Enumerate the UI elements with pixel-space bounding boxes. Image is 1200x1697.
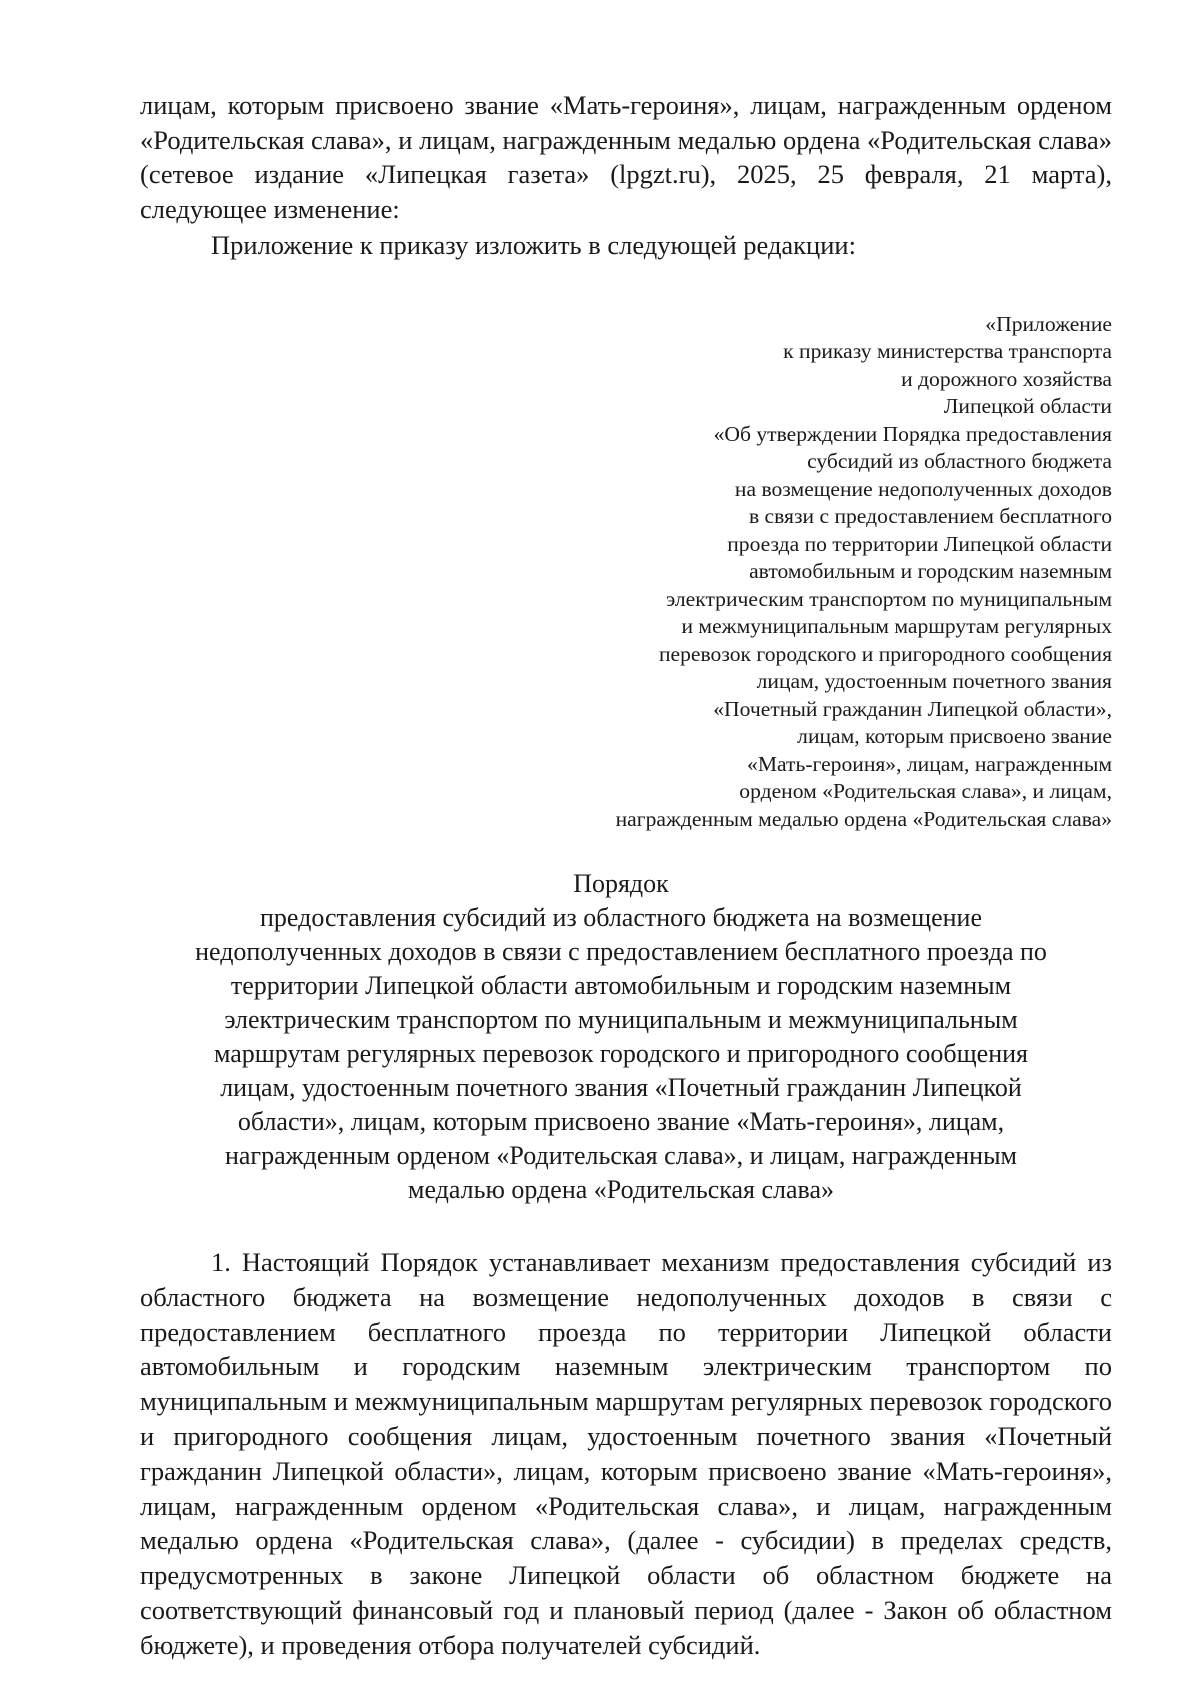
- appendix-header: [140, 311, 1112, 834]
- procedure-title-line: электрическим транспортом по муниципальным и межмуниципальным: [224, 1005, 1018, 1034]
- intro-paragraph: лицам, которым присвоено звание «Мать-героиня», лицам, награжденным орденом «Родительская слава», и лицам, награжденным медалью ордена «Родительская слава» (сетевое издание «Липецкая газета» (lpgzt.ru), 2025, 25 февраля, 21 марта), следующее изменение:: [140, 90, 1112, 224]
- appendix-line: лицам, которым присвоено звание: [797, 724, 1112, 748]
- procedure-title-line: области», лицам, которым присвоено звание «Мать-героиня», лицам,: [237, 1107, 1005, 1136]
- appendix-line: в связи с предоставлением бесплатного: [748, 504, 1112, 528]
- appendix-line: и межмуниципальным маршрутам регулярных: [681, 614, 1112, 638]
- appendix-line: «Почетный гражданин Липецкой области»,: [713, 696, 1112, 721]
- appendix-line: «Мать-героиня», лицам, награжденным: [747, 751, 1112, 776]
- appendix-line: орденом «Родительская слава», и лицам,: [739, 779, 1112, 803]
- procedure-title-line: территории Липецкой области автомобильным и городским наземным: [230, 971, 1012, 1000]
- appendix-line: субсидий из областного бюджета: [807, 449, 1112, 473]
- paragraph-1: 1. Настоящий Порядок устанавливает механизм предоставления субсидий из областного бюджета на возмещение недополученных доходов в связи с предоставлением бесплатного проезда по территории Липецкой области автомобильным и городским наземным электрическим транспортом по муниципальным и межмуниципальным маршрутам регулярных перевозок городского и пригородного сообщения лицам, удостоенным почетного звания «Почетный гражданин Липецкой области», лицам, которым присвоено звание «Мать-героиня», лицам, награжденным орденом «Родительская слава», и лицам, награжденным медалью ордена «Родительская слава», (далее - субсидии) в пределах средств, предусмотренных в законе Липецкой области об областном бюджете на соответствующий финансовый год и плановый период (далее - Закон об областном бюджете), и проведения отбора получателей субсидий.: [140, 1247, 1112, 1660]
- procedure-title-line: награжденным орденом «Родительская слава», и лицам, награжденным: [224, 1141, 1018, 1170]
- appendix-line: и дорожного хозяйства: [901, 366, 1112, 391]
- document-content: [140, 88, 1112, 1663]
- procedure-title-line: недополученных доходов в связи с предоставлением бесплатного проезда по: [195, 937, 1047, 966]
- appendix-line: автомобильным и городским наземным: [749, 559, 1112, 583]
- procedure-title: [130, 867, 1112, 1207]
- appendix-line: «Приложение: [985, 311, 1112, 336]
- procedure-title-line: медалью ордена «Родительская слава»: [407, 1175, 835, 1204]
- appendix-line: перевозок городского и пригородного сообщения: [658, 641, 1112, 666]
- procedure-title-line: маршрутам регулярных перевозок городского и пригородного сообщения: [213, 1039, 1029, 1068]
- procedure-heading: Порядок: [573, 869, 669, 898]
- procedure-title-line: лицам, удостоенным почетного звания «Почетный гражданин Липецкой: [220, 1073, 1022, 1102]
- appendix-line: к приказу министерства транспорта: [783, 339, 1112, 363]
- appendix-line: Липецкой области: [943, 394, 1112, 418]
- procedure-title-line: предоставления субсидий из областного бюджета на возмещение: [259, 903, 982, 932]
- appendix-line: на возмещение недополученных доходов: [734, 476, 1112, 501]
- appendix-line: лицам, удостоенным почетного звания: [756, 669, 1112, 693]
- appendix-line: электрическим транспортом по муниципальным: [666, 586, 1112, 611]
- appendix-line: награжденным медалью ордена «Родительская слава»: [615, 806, 1112, 831]
- appendix-line: проезда по территории Липецкой области: [727, 531, 1112, 556]
- amendment-statement: Приложение к приказу изложить в следующей редакции:: [211, 230, 856, 260]
- appendix-line: «Об утверждении Порядка предоставления: [713, 421, 1112, 446]
